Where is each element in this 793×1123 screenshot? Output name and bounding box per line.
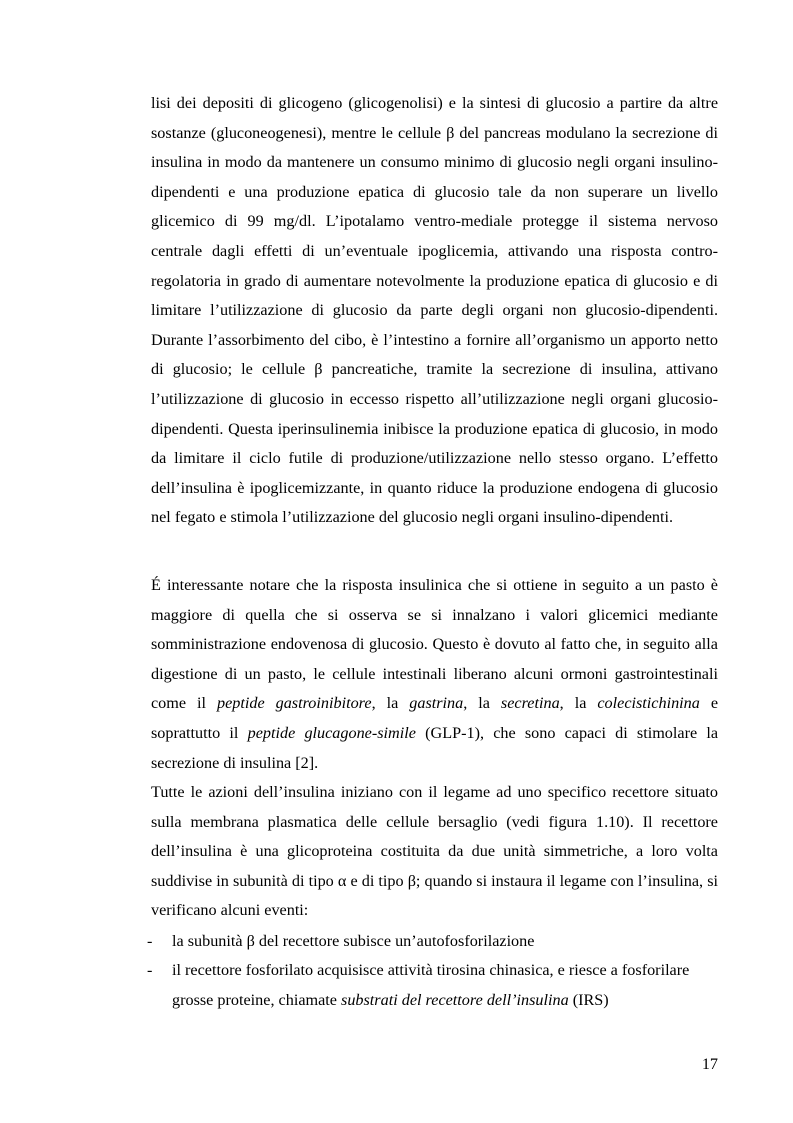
italic-term: secretina	[500, 694, 560, 713]
paragraph-text: É interessante notare che la risposta insulinica che si ottiene in seguito a un pasto è maggiore di quella che si osserva se si innalzano i valori glicemici mediante somministrazione endovenosa di glucosio. Questo è dovuto al fatto che, in seguito alla digestione di un pasto, le cellule intestinali liberano alcuni ormoni gastrointestinali come il	[151, 576, 718, 713]
italic-term: peptide gastroinibitore	[217, 694, 372, 713]
list-item-text-part: (IRS)	[568, 990, 609, 1009]
list-item-text: la subunità β del recettore subisce un’autofosforilazione	[172, 932, 535, 950]
list-item	[147, 956, 718, 1015]
paragraph-text: (GLP-1), che sono capaci di stimolare la secrezione di insulina [2].	[151, 723, 719, 772]
paragraph-glucose-regulation: lisi dei depositi di glicogeno (glicogenolisi) e la sintesi di glucosio a partire da altre sostanze (gluconeogenesi), mentre le cellule β del pancreas modulano la secrezione di insulina in modo da mantenere un consumo minimo di glucosio negli organi insulino-dipendenti e una produzione epatica di glucosio tale da non superare un livello glicemico di 99 mg/dl. L’ipotalamo ventro-mediale protegge il sistema nervoso centrale dagli effetti di un’eventuale ipoglicemia, attivando una risposta contro-regolatoria in grado di aumentare notevolmente la produzione epatica di glucosio e di limitare l’utilizzazione di glucosio da parte degli organi non glucosio-dipendenti. Durante l’assorbimento del cibo, è l’intestino a fornire all’organismo un apporto netto di glucosio; le cellule β pancreatiche, tramite la secrezione di insulina, attivano l’utilizzazione di glucosio in eccesso rispetto all’utilizzazione negli organi glucosio-dipendenti. Questa iperinsulinemia inibisce la produzione epatica di glucosio, in modo da limitare il ciclo futile di produzione/utilizzazione nello stesso organo. L’effetto dell’insulina è ipoglicemizzante, in quanto riduce la produzione endogena di glucosio nel fegato e stimola l’utilizzazione del glucosio negli organi insulino-dipendenti.	[151, 94, 718, 527]
paragraph-text: e soprattutto il	[151, 694, 719, 742]
paragraph-text: , la	[559, 694, 598, 713]
paragraph-text: , la	[371, 694, 410, 713]
paragraph-insulin-receptor: Tutte le azioni dell’insulina iniziano con il legame ad uno specifico recettore situato sulla membrana plasmatica delle cellule bersaglio (vedi figura 1.10). Il recettore dell’insulina è una glicoproteina costituita da due unità simmetriche, a loro volta suddivise in subunità di tipo α e di tipo β; quando si instaura il legame con l’insulina, si verificano alcuni eventi:	[151, 783, 718, 920]
page-number: 17	[701, 1055, 718, 1073]
list-marker: -	[147, 961, 153, 979]
italic-term: peptide glucagone-simile	[247, 723, 416, 742]
italic-term: gastrina	[409, 694, 464, 713]
italic-term: colecistichinina	[597, 694, 700, 713]
list-item-text	[151, 956, 718, 1015]
list-item	[147, 927, 718, 957]
paragraph-insulin-response	[151, 571, 718, 778]
list-marker: -	[147, 932, 153, 950]
list-item-text-part: il recettore fosforilato acquisisce attività tirosina chinasica, e riesce a fosforilare grosse proteine, chiamate	[172, 961, 690, 1009]
italic-term: substrati del recettore dell’insulina	[341, 990, 569, 1009]
paragraph-text: , la	[463, 694, 501, 713]
